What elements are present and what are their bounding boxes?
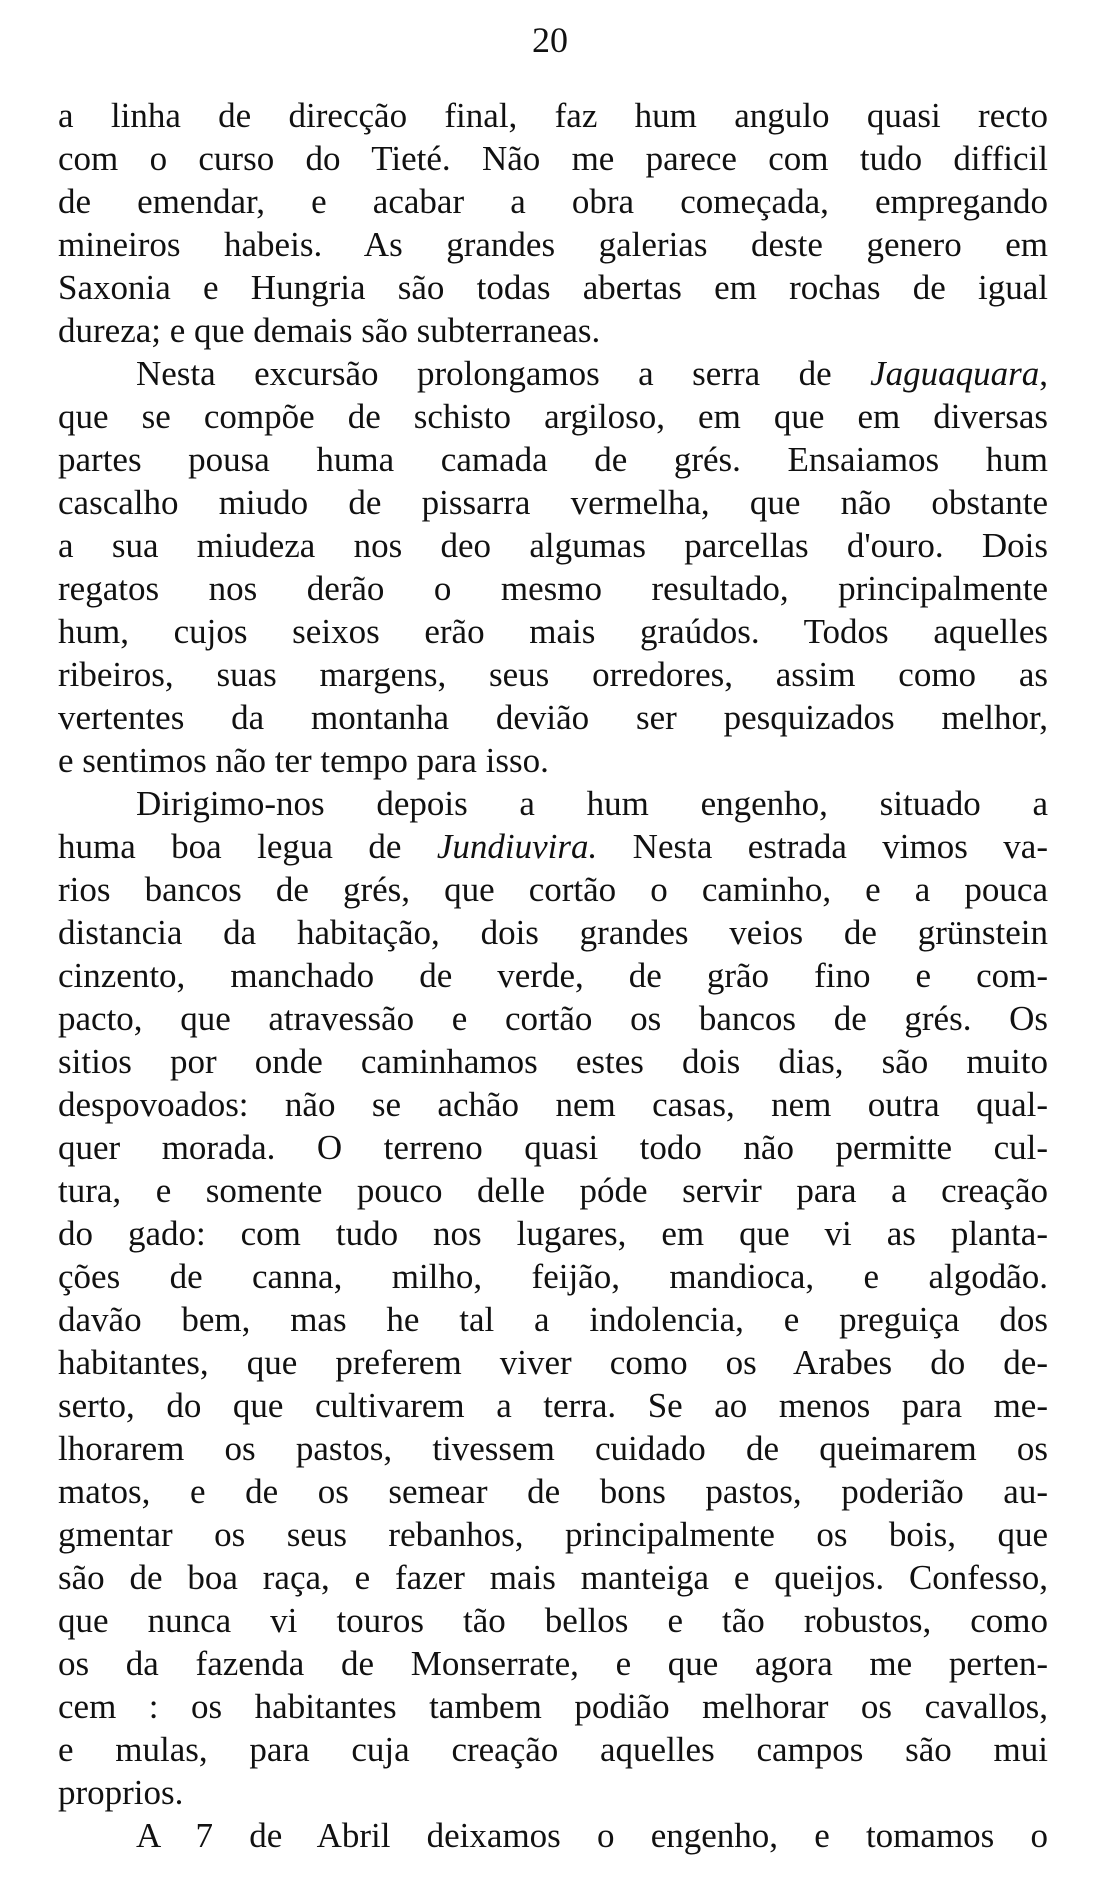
- text-line: ções de canna, milho, feijão, mandioca, e algodão.: [58, 1257, 1048, 1296]
- text-line: ribeiros, suas margens, seus orredores, assim como as: [58, 655, 1048, 694]
- text-line: pacto, que atravessão e cortão os bancos de grés. Os: [58, 999, 1048, 1038]
- text-line: distancia da habitação, dois grandes veios de grünstein: [58, 913, 1048, 952]
- text-line: Saxonia e Hungria são todas abertas em rochas de igual: [58, 268, 1048, 307]
- page-number: 20: [532, 20, 568, 60]
- text-run: huma boa legua de: [58, 827, 437, 866]
- text-run: Nesta estrada vimos va-: [597, 827, 1048, 866]
- text-line: e mulas, para cuja creação aquelles campos são mui: [58, 1730, 1048, 1769]
- text-line: hum, cujos seixos erão mais graúdos. Todos aquelles: [58, 612, 1048, 651]
- text-line: vertentes da montanha devião ser pesquizados melhor,: [58, 698, 1048, 737]
- text-line: a linha de direcção final, faz hum angulo quasi recto: [58, 96, 1048, 135]
- text-line: sitios por onde caminhamos estes dois dias, são muito: [58, 1042, 1048, 1081]
- text-line: mineiros habeis. As grandes galerias deste genero em: [58, 225, 1048, 264]
- text-line: gmentar os seus rebanhos, principalmente os bois, que: [58, 1515, 1048, 1554]
- text-line: tura, e somente pouco delle póde servir para a creação: [58, 1171, 1048, 1210]
- text-line: de emendar, e acabar a obra começada, empregando: [58, 182, 1048, 221]
- text-line: os da fazenda de Monserrate, e que agora me perten-: [58, 1644, 1048, 1683]
- paragraph-end-line: dureza; e que demais são subterraneas.: [58, 311, 601, 350]
- text-line: regatos nos derão o mesmo resultado, principalmente: [58, 569, 1048, 608]
- text-line: com o curso do Tieté. Não me parece com tudo difficil: [58, 139, 1048, 178]
- text-line: do gado: com tudo nos lugares, em que vi as planta-: [58, 1214, 1048, 1253]
- text-run: ,: [1039, 354, 1048, 393]
- text-line: davão bem, mas he tal a indolencia, e preguiça dos: [58, 1300, 1048, 1339]
- place-name-italic: Jundiuvira.: [436, 827, 598, 866]
- text-line: cem : os habitantes tambem podião melhorar os cavallos,: [58, 1687, 1048, 1726]
- paragraph-start-line: [58, 352, 1048, 395]
- text-line: a sua miudeza nos deo algumas parcellas d'ouro. Dois: [58, 526, 1048, 565]
- text-line: [58, 825, 1048, 868]
- text-line: cinzento, manchado de verde, de grão fino e com-: [58, 956, 1048, 995]
- text-line: cascalho miudo de pissarra vermelha, que não obstante: [58, 483, 1048, 522]
- text-run: Nesta excursão prolongamos a serra de: [136, 354, 871, 393]
- paragraph-end-line: proprios.: [58, 1773, 184, 1812]
- text-line: lhorarem os pastos, tivessem cuidado de queimarem os: [58, 1429, 1048, 1468]
- place-name-italic: Jaguaquara: [870, 354, 1040, 393]
- text-line: quer morada. O terreno quasi todo não permitte cul-: [58, 1128, 1048, 1167]
- paragraph-end-line: e sentimos não ter tempo para isso.: [58, 741, 549, 780]
- text-line: são de boa raça, e fazer mais manteiga e queijos. Confesso,: [58, 1558, 1048, 1597]
- text-line: despovoados: não se achão nem casas, nem outra qual-: [58, 1085, 1048, 1124]
- paragraph-start-line: Dirigimo-nos depois a hum engenho, situado a: [136, 784, 1048, 823]
- text-line: serto, do que cultivarem a terra. Se ao menos para me-: [58, 1386, 1048, 1425]
- text-line: matos, e de os semear de bons pastos, poderião au-: [58, 1472, 1048, 1511]
- text-line: que nunca vi touros tão bellos e tão robustos, como: [58, 1601, 1048, 1640]
- text-line: habitantes, que preferem viver como os Arabes do de-: [58, 1343, 1048, 1382]
- text-line: rios bancos de grés, que cortão o caminho, e a pouca: [58, 870, 1048, 909]
- body-text: [58, 94, 1048, 1857]
- text-line: que se compõe de schisto argiloso, em que em diversas: [58, 397, 1048, 436]
- paragraph-start-line: A 7 de Abril deixamos o engenho, e tomamos o: [136, 1816, 1048, 1855]
- text-line: partes pousa huma camada de grés. Ensaiamos hum: [58, 440, 1048, 479]
